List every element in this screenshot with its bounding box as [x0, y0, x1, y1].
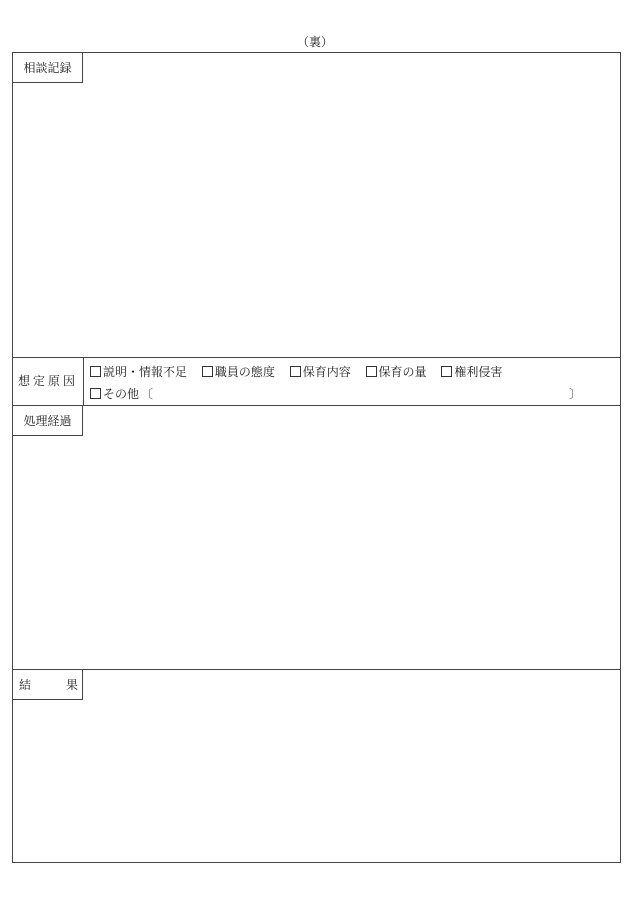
cause-option-label: 保育内容: [302, 365, 351, 379]
checkbox-icon[interactable]: [90, 366, 101, 377]
page-heading: （裏）: [296, 35, 333, 49]
cause-option-label: 保育の量: [378, 365, 427, 379]
assumed-cause-options: [90, 361, 610, 405]
checkbox-icon[interactable]: [366, 366, 377, 377]
result-section: [13, 670, 620, 862]
cause-other-label: その他: [103, 387, 140, 401]
consultation-record-section: [13, 53, 620, 358]
checkbox-icon[interactable]: [290, 366, 301, 377]
cause-option-explanation[interactable]: [90, 365, 187, 379]
cause-option-staff-attitude[interactable]: [202, 365, 275, 379]
consultation-record-area[interactable]: [85, 55, 618, 355]
cause-option-label: 権利侵害: [454, 365, 503, 379]
checkbox-icon[interactable]: [202, 366, 213, 377]
cause-options-row: [90, 361, 610, 383]
cause-option-label: 説明・情報不足: [103, 365, 188, 379]
checkbox-icon[interactable]: [90, 388, 101, 399]
cause-option-other[interactable]: [90, 383, 610, 405]
checkbox-icon[interactable]: [441, 366, 452, 377]
complaint-record-form: [12, 52, 621, 863]
handling-process-area[interactable]: [85, 408, 618, 667]
assumed-cause-label: 想定原因: [13, 358, 84, 405]
assumed-cause-section: [13, 358, 620, 406]
handling-process-section: [13, 406, 620, 670]
cause-option-care-amount[interactable]: [366, 365, 427, 379]
cause-option-label: 職員の態度: [214, 365, 275, 379]
open-bracket: 〔: [141, 387, 154, 401]
consultation-record-label: 相談記録: [13, 53, 83, 83]
cause-option-care-content[interactable]: [290, 365, 351, 379]
handling-process-label: 処理経過: [13, 406, 83, 436]
result-label: 結 果: [13, 670, 83, 700]
cause-option-rights-violation[interactable]: [441, 365, 502, 379]
close-bracket: 〕: [568, 387, 581, 401]
result-area[interactable]: [85, 672, 618, 860]
